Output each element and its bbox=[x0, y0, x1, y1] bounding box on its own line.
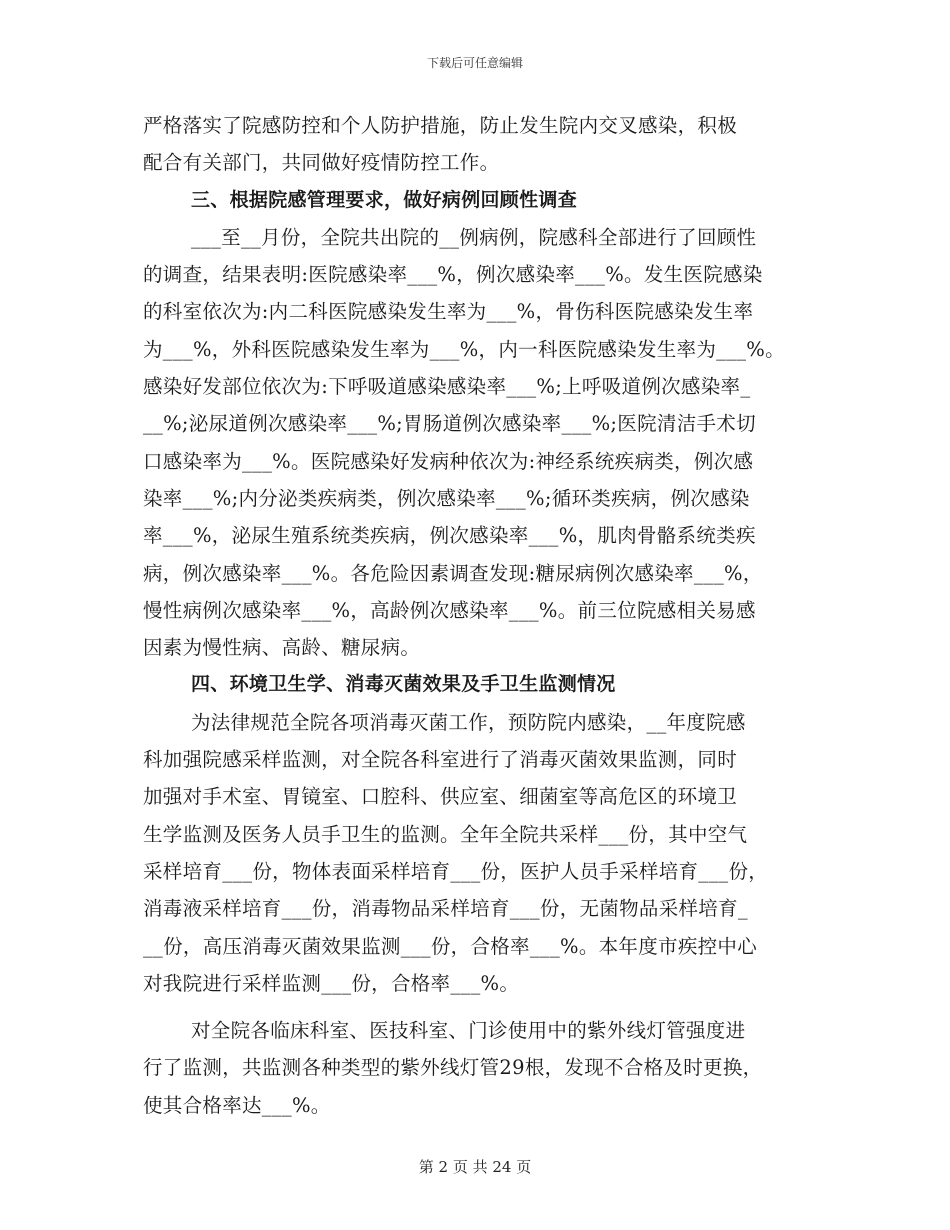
page-footer: 第 2 页 共 24 页 bbox=[418, 1158, 532, 1176]
paragraph-line: 染率___%;内分泌类疾病类，例次感染率___%;循环类疾病，例次感染 bbox=[143, 486, 750, 510]
paragraph-line: 对全院各临床科室、医技科室、门诊使用中的紫外线灯管强度进 bbox=[191, 1019, 746, 1043]
paragraph-line: 为法律规范全院各项消毒灭菌工作，预防院内感染，__年度院感 bbox=[191, 710, 746, 734]
paragraph-line: 生学监测及医务人员手卫生的监测。全年全院共采样___份，其中空气 bbox=[143, 822, 748, 846]
paragraph-line: 配合有关部门，共同做好疫情防控工作。 bbox=[143, 151, 500, 175]
section-4 bbox=[143, 666, 813, 1124]
paragraph-line: 因素为慢性病、高龄、糖尿病。 bbox=[143, 636, 421, 660]
paragraph-line: 的调查，结果表明:医院感染率___%，例次感染率___%。发生医院感染 bbox=[143, 263, 763, 287]
paragraph-line: 严格落实了院感防控和个人防护措施，防止发生院内交叉感染，积极 bbox=[143, 114, 738, 137]
paragraph-line: 口感染率为___%。医院感染好发病种依次为:神经系统疾病类，例次感 bbox=[143, 449, 754, 473]
paragraph-line: __%;泌尿道例次感染率___%;胃肠道例次感染率___%;医院清洁手术切 bbox=[143, 412, 756, 436]
paragraph-line: 行了监测，共监测各种类型的紫外线灯管29根，发现不合格及时更换， bbox=[143, 1056, 763, 1080]
section-3 bbox=[143, 182, 813, 667]
paragraph-line: ___至__月份，全院共出院的__例病例，院感科全部进行了回顾性 bbox=[191, 225, 757, 249]
paragraph-line: 感染好发部位依次为:下呼吸道感染感染率___%;上呼吸道例次感染率_ bbox=[143, 375, 751, 399]
paragraph-line: 科加强院感采样监测，对全院各科室进行了消毒灭菌效果监测，同时 bbox=[143, 748, 738, 772]
paragraph-line: 的科室依次为:内二科医院感染发生率为___%，骨伤科医院感染发生率 bbox=[143, 300, 754, 324]
section-heading: 三、根据院感管理要求，做好病例回顾性调查 bbox=[191, 188, 578, 211]
document-body bbox=[143, 107, 813, 1124]
header-note: 下载后可任意编辑 bbox=[426, 56, 523, 70]
intro-paragraph bbox=[143, 107, 813, 182]
paragraph-line: 对我院进行采样监测___份，合格率___%。 bbox=[143, 971, 520, 995]
paragraph-line: 病，例次感染率___%。各危险因素调查发现:糖尿病例次感染率___%， bbox=[143, 561, 763, 585]
paragraph-line: 使其合格率达___%。 bbox=[143, 1093, 331, 1117]
paragraph-line: 慢性病例次感染率___%，高龄例次感染率___%。前三位院感相关易感 bbox=[143, 598, 756, 622]
paragraph-line: __份，高压消毒灭菌效果监测___份，合格率___%。本年度市疾控中心 bbox=[143, 934, 758, 958]
paragraph-line: 采样培育___份，物体表面采样培育___份，医护人员手采样培育___份， bbox=[143, 859, 769, 883]
paragraph-line: 消毒液采样培育___份，消毒物品采样培育___份，无菌物品采样培育_ bbox=[143, 897, 748, 921]
paragraph-line: 为___%，外科医院感染发生率为___%，内一科医院感染发生率为___%。 bbox=[143, 337, 785, 361]
paragraph-line: 加强对手术室、胃镜室、口腔科、供应室、细菌室等高危区的环境卫 bbox=[143, 785, 738, 809]
paragraph-line: 率___%，泌尿生殖系统类疾病，例次感染率___%，肌肉骨骼系统类疾 bbox=[143, 524, 756, 548]
section-heading: 四、环境卫生学、消毒灭菌效果及手卫生监测情况 bbox=[191, 673, 616, 696]
paragraph-gap bbox=[143, 1002, 813, 1012]
